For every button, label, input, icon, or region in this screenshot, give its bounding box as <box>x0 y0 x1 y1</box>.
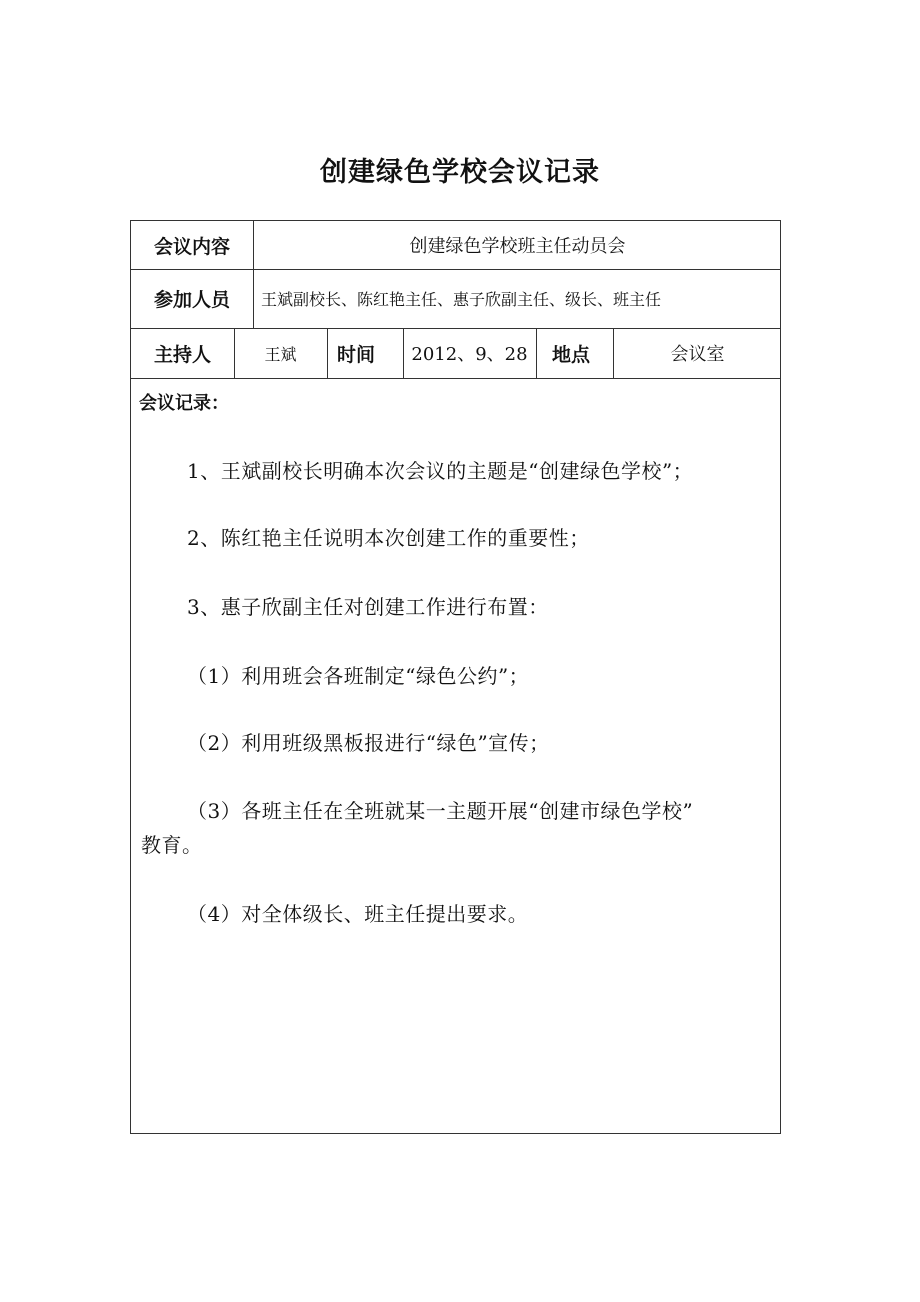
record-item: （4）对全体级长、班主任提出要求。 <box>187 902 529 926</box>
content-label: 会议内容 <box>153 235 230 258</box>
meeting-record-table <box>130 220 781 1134</box>
row-divider <box>131 378 780 379</box>
place-value: 会议室 <box>670 344 725 365</box>
record-item: 2、陈红艳主任说明本次创建工作的重要性； <box>187 526 590 550</box>
time-value: 2012、9、28 <box>411 344 528 365</box>
host-label: 主持人 <box>153 343 211 366</box>
time-label: 时间 <box>337 343 376 366</box>
record-item: （3）各班主任在全班就某一主题开展“创建市绿色学校” <box>187 799 694 823</box>
record-heading: 会议记录： <box>139 393 229 414</box>
record-item: 教育。 <box>141 833 203 857</box>
content-value: 创建绿色学校班主任动员会 <box>409 236 626 257</box>
record-item: （1）利用班会各班制定“绿色公约”； <box>187 664 530 688</box>
attendees-value: 王斌副校长、陈红艳主任、惠子欣副主任、级长、班主任 <box>261 290 662 309</box>
record-item: （2）利用班级黑板报进行“绿色”宣传； <box>187 731 550 755</box>
place-label: 地点 <box>552 343 591 366</box>
host-value: 王斌 <box>264 344 297 364</box>
record-item: 3、惠子欣副主任对创建工作进行布置： <box>187 595 549 619</box>
page-title: 创建绿色学校会议记录 <box>320 157 600 188</box>
attendees-label: 参加人员 <box>153 289 230 311</box>
record-item: 1、王斌副校长明确本次会议的主题是“创建绿色学校”； <box>187 459 694 483</box>
